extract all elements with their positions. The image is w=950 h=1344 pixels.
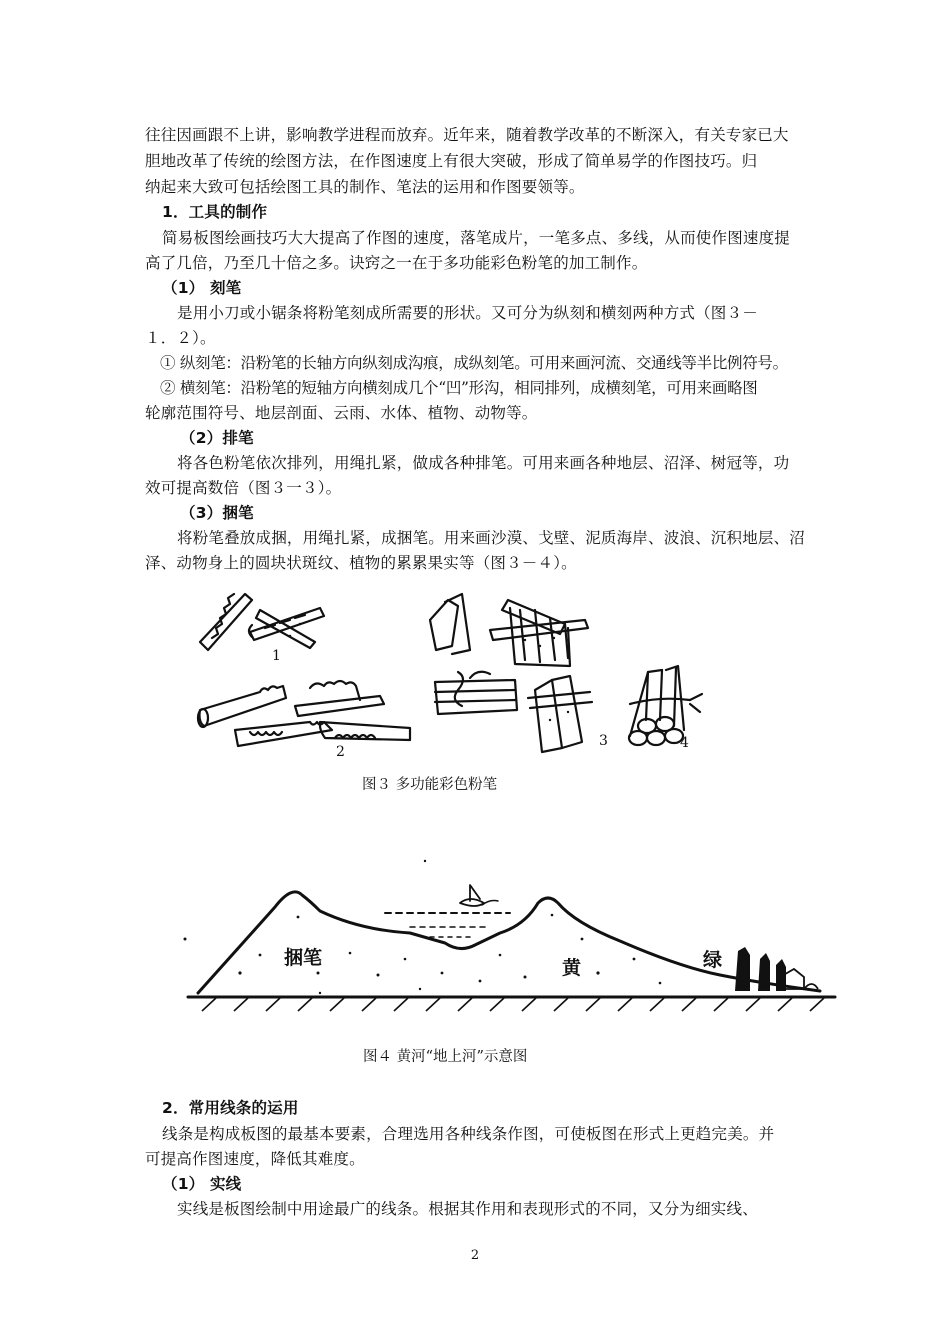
sub-3-para-line-1: 将粉笔叠放成捆，用绳扎紧，成捆笔。用来画沙漠、戈壁、泥质海岸、波浪、沉积地层、沼 [177,529,806,547]
figure-3-label-4: 4 [680,735,689,751]
sub-2-heading: （2）排笔 [180,429,254,447]
sub-2-para-line-1: 将各色粉笔依次排列，用绳扎紧，做成各种排笔。可用来画各种地层、沼泽、树冠等，功 [177,454,790,472]
section-1-para-line-1: 简易板图绘画技巧大大提高了作图的速度，落笔成片，一笔多点、多线，从而使作图速度提 [162,229,791,247]
sub-1-heading: （1） 刻笔 [162,279,242,297]
section-2-sub-1-para: 实线是板图绘制中用途最广的线条。根据其作用和表现形式的不同，又分为细实线、 [177,1200,758,1218]
figure-4-label-left: 捆笔 [284,947,323,969]
section-2-para-line-1: 线条是构成板图的最基本要素，合理选用各种线条作图，可使板图在形式上更趋完美。并 [162,1125,775,1143]
figure-3-label-2: 2 [336,744,345,760]
figure-3-chalk-illustration [190,580,710,760]
sub-1-item-2-line-1: ② 横刻笔：沿粉笔的短轴方向横刻成几个“凹”形沟，相同排列，成横刻笔，可用来画略图 [160,379,758,397]
page-number: 2 [470,1248,480,1263]
sub-1-para-line-2: １．２）。 [145,329,216,347]
figure-3-caption: 图３ 多功能彩色粉笔 [362,777,498,793]
sub-1-item-2-line-2: 轮廓范围符号、地层剖面、云雨、水体、植物、动物等。 [145,404,538,422]
section-2-sub-1-heading: （1） 实线 [162,1175,242,1193]
section-1-para-line-2: 高了几倍，乃至几十倍之多。诀窍之一在于多功能彩色粉笔的加工制作。 [145,254,648,272]
section-2-heading: 2．常用线条的运用 [162,1099,299,1117]
figure-4-label-middle: 黄 [562,957,582,979]
figure-3-label-3: 3 [599,733,608,749]
sub-1-para-line-1: 是用小刀或小锯条将粉笔刻成所需要的形状。又可分为纵刻和横刻两种方式（图３－ [177,304,758,322]
section-2-para-line-2: 可提高作图速度，降低其难度。 [145,1150,365,1168]
figure-3-label-1: 1 [272,648,281,664]
intro-line-1: 往往因画跟不上讲，影响教学进程而放弃。近年来，随着教学改革的不断深入，有关专家已大 [145,126,789,144]
sub-3-para-line-2: 泽、动物身上的圆块状斑纹、植物的累累果实等（图３－４）。 [145,554,577,572]
figure-4-label-right: 绿 [703,949,723,971]
figure-4-caption: 图４ 黄河“地上河”示意图 [363,1049,528,1065]
sub-3-heading: （3）捆笔 [180,504,254,522]
intro-line-3: 纳起来大致可包括绘图工具的制作、笔法的运用和作图要领等。 [145,178,585,196]
section-1-heading: 1．工具的制作 [162,203,268,221]
sub-1-item-1: ① 纵刻笔：沿粉笔的长轴方向纵刻成沟痕，成纵刻笔。可用来画河流、交通线等半比例符号。 [160,354,788,372]
figure-4-river-profile [180,855,845,1015]
intro-line-2: 胆地改革了传统的绘图方法，在作图速度上有很大突破，形成了简单易学的作图技巧。归 [145,152,758,170]
sub-2-para-line-2: 效可提高数倍（图３一３）。 [145,479,342,497]
